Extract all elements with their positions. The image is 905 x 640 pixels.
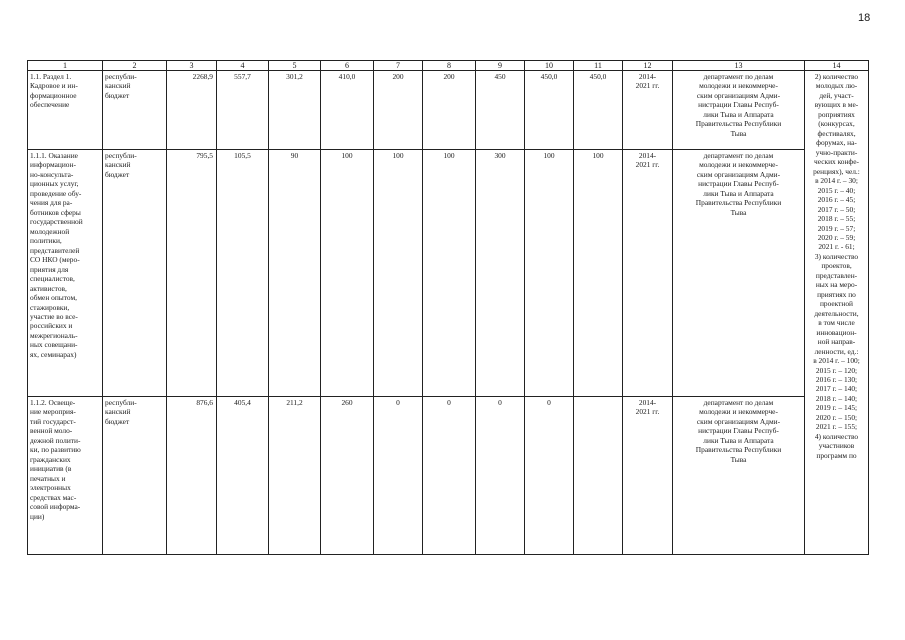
value-2020: 450,0 <box>525 71 574 150</box>
value-2016: 410,0 <box>321 71 374 150</box>
column-number: 9 <box>476 61 525 71</box>
period: 2014- 2021 гг. <box>623 397 673 555</box>
value-total: 795,5 <box>167 150 217 397</box>
value-2019: 450 <box>476 71 525 150</box>
column-number: 5 <box>269 61 321 71</box>
value-2018: 0 <box>423 397 476 555</box>
executor: департамент по делам молодежи и некоммерче- ским организациям Адми- нистрации Главы Респуб- лики Тыва и Аппарата Правительства Республики Тыва <box>673 71 805 150</box>
column-number: 13 <box>673 61 805 71</box>
program-table <box>27 60 869 555</box>
column-number: 7 <box>374 61 423 71</box>
period: 2014- 2021 гг. <box>623 150 673 397</box>
value-2018: 100 <box>423 150 476 397</box>
column-number: 4 <box>217 61 269 71</box>
value-total: 2268,9 <box>167 71 217 150</box>
column-number: 8 <box>423 61 476 71</box>
column-number: 10 <box>525 61 574 71</box>
column-number: 14 <box>805 61 869 71</box>
value-2016: 260 <box>321 397 374 555</box>
column-number: 6 <box>321 61 374 71</box>
column-number: 1 <box>28 61 103 71</box>
column-number: 11 <box>574 61 623 71</box>
value-2015: 90 <box>269 150 321 397</box>
value-2021 <box>574 397 623 555</box>
executor: департамент по делам молодежи и некоммерче- ским организациям Адми- нистрации Главы Респуб- лики Тыва и Аппарата Правительства Республики Тыва <box>673 150 805 397</box>
period: 2014- 2021 гг. <box>623 71 673 150</box>
value-2017: 100 <box>374 150 423 397</box>
column-number-row <box>28 61 869 71</box>
measure-name: 1.1.1. Оказание информацион- но-консульта- ционных услуг, проведение обу- чения для ра- ботников сферы государственной молодежной политики, представителей СО НКО (меро- приятия для специалистов, активистов, обмен опытом, стажировки, участие во все- российских и межрегиональ- ных совещани- ях, семинарах) <box>28 150 103 397</box>
value-2019: 0 <box>476 397 525 555</box>
value-2014: 105,5 <box>217 150 269 397</box>
value-2014: 405,4 <box>217 397 269 555</box>
value-2019: 300 <box>476 150 525 397</box>
value-2017: 200 <box>374 71 423 150</box>
value-2017: 0 <box>374 397 423 555</box>
column-number: 12 <box>623 61 673 71</box>
expected-results: 2) количество молодых лю- дей, участ- вующих в ме- роприятиях (конкурсах, фестивалях, форумах, на- учно-практи- ческих конфе- ренциях), чел.: в 2014 г. – 30; 2015 г. – 40; 2016 г. – 45; 2017 г. – 50; 2018 г. – 55; 2019 г. – 57; 2020 г. – 59; 2021 г. - 61; 3) количество проектов, представлен- ных на меро- приятиях по проектной деятельности, в том числе инновацион- ной направ- ленности, ед.: в 2014 г. – 100; 2015 г. – 120; 2016 г. – 130; 2017 г. – 140; 2018 г. – 140; 2019 г. – 145; 2020 г. – 150; 2021 г. – 155; 4) количество участников программ по <box>805 71 869 555</box>
value-2021: 100 <box>574 150 623 397</box>
value-total: 876,6 <box>167 397 217 555</box>
value-2021: 450,0 <box>574 71 623 150</box>
value-2020: 100 <box>525 150 574 397</box>
table-row <box>28 150 869 397</box>
column-number: 3 <box>167 61 217 71</box>
value-2018: 200 <box>423 71 476 150</box>
funding-source: республи- канский бюджет <box>103 150 167 397</box>
executor: департамент по делам молодежи и некоммерче- ским организациям Адми- нистрации Главы Респуб- лики Тыва и Аппарата Правительства Республики Тыва <box>673 397 805 555</box>
funding-source: республи- канский бюджет <box>103 397 167 555</box>
page-number: 18 <box>858 12 871 24</box>
value-2015: 301,2 <box>269 71 321 150</box>
measure-name: 1.1. Раздел 1. Кадровое и ин- формационное обеспечение <box>28 71 103 150</box>
value-2016: 100 <box>321 150 374 397</box>
value-2014: 557,7 <box>217 71 269 150</box>
table-row <box>28 397 869 555</box>
value-2020: 0 <box>525 397 574 555</box>
funding-source: республи- канский бюджет <box>103 71 167 150</box>
column-number: 2 <box>103 61 167 71</box>
measure-name: 1.1.2. Освеще- ние мероприя- тий государст- венной моло- дежной полити- ки, по развитию гражданских инициатив (в печатных и электронных средствах мас- совой информа- ции) <box>28 397 103 555</box>
table-row <box>28 71 869 150</box>
value-2015: 211,2 <box>269 397 321 555</box>
